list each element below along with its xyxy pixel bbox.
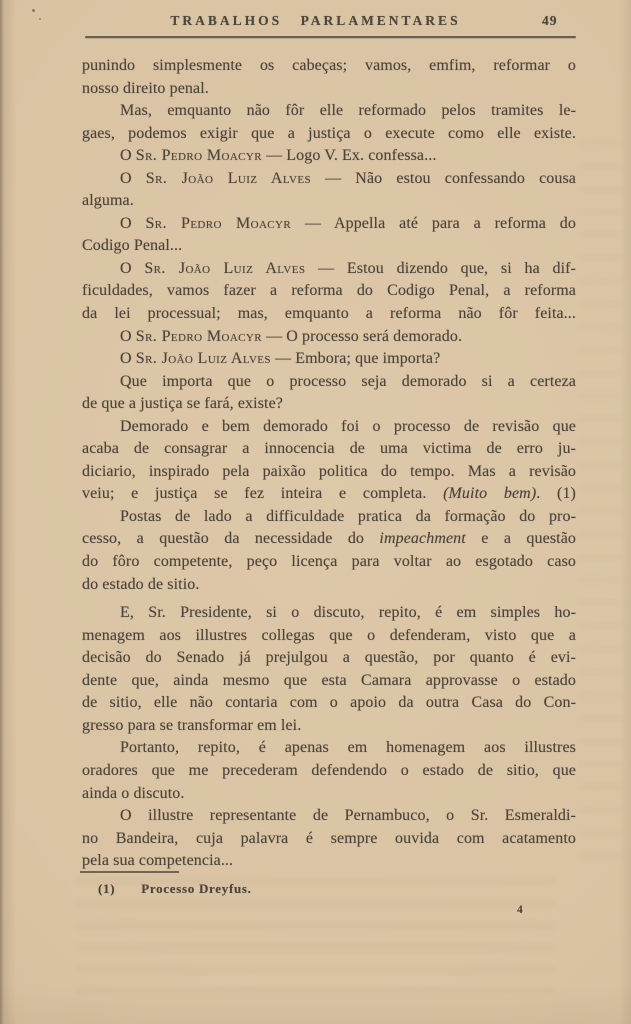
- text-line: oradores que me precederam defendendo o estado de sitio, que: [82, 761, 576, 779]
- text-line: menagem aos illustres collegas que o defenderam, visto que a: [82, 626, 576, 644]
- text-line: da lei processual; mas, emquanto a reforma não fôr feita...: [82, 305, 576, 323]
- text-line: O Sr. João Luiz Alves — Embora; que importa?: [120, 350, 441, 368]
- paragraph: [82, 213, 576, 258]
- page-number: 49: [542, 13, 558, 28]
- text-line: O Sr. João Luiz Alves — Não estou confessando cousa: [120, 169, 576, 187]
- scan-edge-shadow: [0, 0, 4, 1024]
- text-line: gresso para se transformar em lei.: [82, 716, 302, 734]
- footnote: [98, 881, 252, 897]
- text-line: O Sr. Pedro Moacyr — O processo será demorado.: [120, 327, 463, 345]
- text-line: cesso, a questão da necessidade do impeachment e a questão: [82, 530, 576, 548]
- text-line: ainda o discuto.: [82, 784, 185, 802]
- text-line: do fôro competente, peço licença para voltar ao esgotado caso: [82, 553, 576, 571]
- paragraph: [82, 168, 576, 213]
- text-line: pela sua competencia...: [82, 852, 234, 870]
- text-line: Portanto, repito, é apenas em homenagem aos illustres: [120, 739, 576, 757]
- paragraph: [82, 258, 576, 326]
- signature-mark: 4: [517, 904, 523, 916]
- text-line: decisão do Senado já prejulgou a questão, por quanto é evi-: [82, 649, 576, 667]
- paragraph: [82, 326, 576, 349]
- paragraph: [82, 805, 576, 873]
- ink-bleed-through: [578, 140, 622, 860]
- text-line: O illustre representante de Pernambuco, o Sr. Esmeraldi-: [120, 807, 576, 825]
- text-line: Postas de lado a difficuldade pratica da formação do pro-: [120, 507, 576, 525]
- text-line: de que a justiça se fará, existe?: [82, 395, 283, 413]
- text-line: de sitio, elle não contaria com o apoio da outra Casa do Con-: [82, 694, 576, 712]
- paragraph: [82, 100, 576, 145]
- text-line: gaes, podemos exigir que a justiça o execute como elle existe.: [82, 124, 576, 142]
- footnote-text: Processo Dreyfus.: [141, 881, 252, 896]
- text-line: punindo simplesmente os cabeças; vamos, emfim, reformar o: [82, 57, 576, 74]
- footnote-marker: (1): [98, 881, 116, 896]
- paragraph: [82, 506, 576, 596]
- text-line: Demorado e bem demorado foi o processo de revisão que: [120, 417, 576, 435]
- paragraph: [82, 348, 576, 371]
- paragraph: [82, 416, 576, 506]
- text-line: do estado de sitio.: [82, 575, 200, 593]
- text-line: ficuldades, vamos fazer a reforma do Codigo Penal, a reforma: [82, 282, 576, 300]
- text-line: O Sr. Pedro Moacyr — Logo V. Ex. confessa...: [120, 147, 437, 165]
- text-line: Mas, emquanto não fôr elle reformado pelos tramites le-: [120, 102, 576, 120]
- running-header-title: TRABALHOS PARLAMENTARES: [170, 13, 461, 28]
- header-rule: [85, 36, 576, 38]
- paragraph: [82, 55, 576, 100]
- paragraph: [82, 145, 576, 168]
- text-line: Que importa que o processo seja demorado si a certeza: [120, 372, 576, 390]
- text-line: veiu; e justiça se fez inteira e completa. (Muito bem). (1): [82, 485, 576, 503]
- text-line: alguma.: [82, 192, 134, 210]
- text-line: nosso direito penal.: [82, 79, 209, 97]
- text-line: acaba de consagrar a innocencia de uma victima de erro ju-: [82, 440, 576, 458]
- ink-speck: [32, 9, 35, 12]
- paragraph: [82, 371, 576, 416]
- paragraph: [82, 737, 576, 805]
- text-line: diciario, inspirado pela paixão politica do tempo. Mas a revisão: [82, 462, 576, 480]
- text-line: no Bandeira, cuja palavra é sempre ouvida com acatamento: [82, 829, 576, 847]
- page-text: [82, 55, 576, 873]
- text-line: dente que, ainda mesmo que esta Camara approvasse o estado: [82, 671, 576, 689]
- footnote-rule: [80, 871, 179, 873]
- text-line: E, Sr. Presidente, si o discuto, repito, é em simples ho-: [120, 604, 576, 622]
- text-line: O Sr. João Luiz Alves — Estou dizendo que, si ha dif-: [120, 259, 576, 277]
- text-line: O Sr. Pedro Moacyr — Appella até para a reforma do: [120, 214, 576, 232]
- text-line: Codigo Penal...: [82, 237, 183, 255]
- paragraph: [82, 602, 576, 737]
